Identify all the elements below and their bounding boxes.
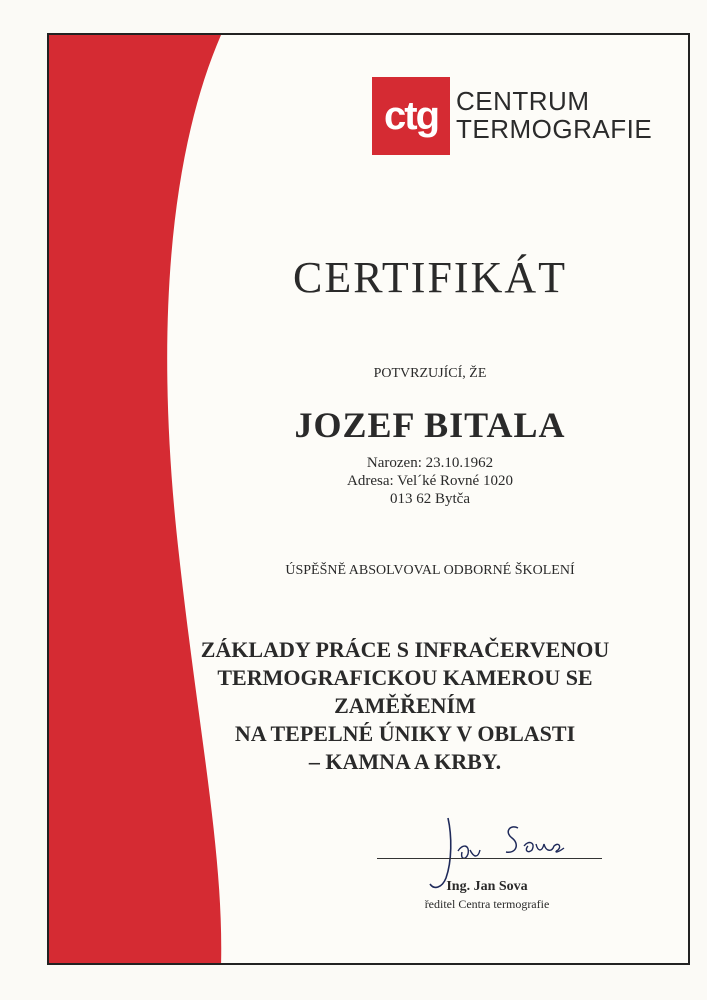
- course-line-2: TERMOGRAFICKOU KAMEROU SE ZAMĚŘENÍM: [217, 665, 593, 718]
- logo-text: [456, 87, 652, 143]
- completed-text: ÚSPĚŠNĚ ABSOLVOVAL ODBORNÉ ŠKOLENÍ: [285, 563, 575, 578]
- signer-block: [402, 879, 572, 912]
- address-line-1: Adresa: Vel´ké Rovné 1020: [347, 473, 513, 489]
- course-line-4: – KAMNA A KRBY.: [308, 749, 502, 774]
- certificate-title: CERTIFIKÁT: [292, 253, 567, 302]
- recipient-name: JOZEF BITALA: [294, 405, 566, 445]
- confirm-text: POTVRZUJÍCÍ, ŽE: [373, 366, 487, 381]
- course-title: [150, 636, 660, 776]
- recipient-info: [210, 454, 650, 508]
- address-line-2: 013 62 Bytča: [390, 491, 470, 507]
- ctg-logo-mark: ctg: [372, 77, 450, 155]
- signer-role: ředitel Centra termografie: [424, 897, 550, 911]
- course-line-1: ZÁKLADY PRÁCE S INFRAČERVENOU: [200, 637, 610, 662]
- logo-line-centrum: CENTRUM: [456, 86, 590, 116]
- signature-line: [377, 858, 602, 859]
- signer-name: Ing. Jan Sova: [446, 879, 528, 894]
- birth-date: Narozen: 23.10.1962: [366, 455, 494, 471]
- ctg-logo: [372, 77, 662, 155]
- course-line-3: NA TEPELNÉ ÚNIKY V OBLASTI: [234, 721, 576, 746]
- logo-line-termografie: TERMOGRAFIE: [456, 114, 653, 144]
